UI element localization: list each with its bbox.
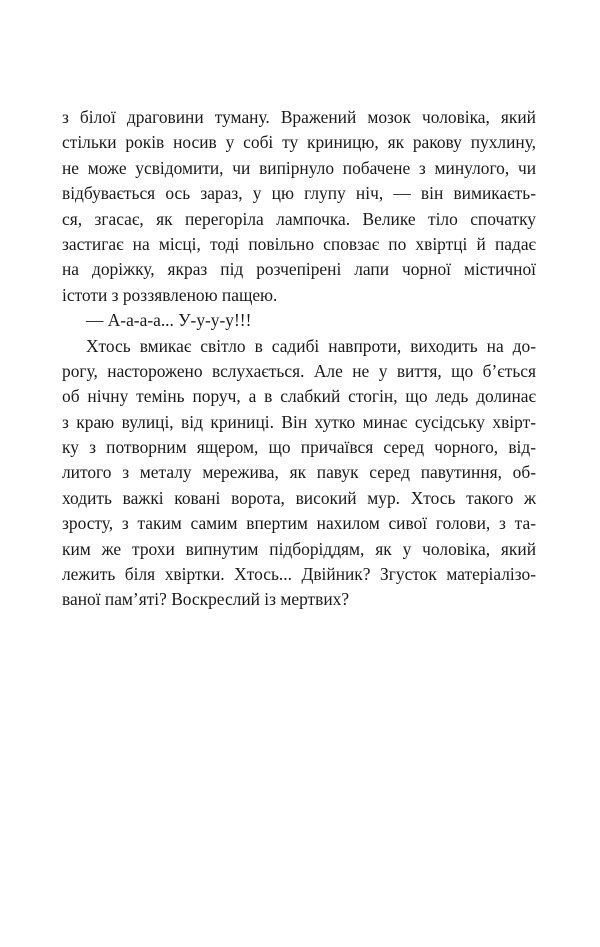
text-line: рогу, насторожено вслухається. Але не у виття, що б’ється <box>62 360 536 381</box>
text-line: застигає на місці, тоді повільно сповзає по хвіртці й падає <box>62 233 536 254</box>
text-line: не може усвідомити, чи випірнуло побачене з минулого, чи <box>62 157 536 178</box>
text-line: ходить важкі ковані ворота, високий мур. Хтось такого ж <box>62 487 536 508</box>
text-line: ся, згасає, як перегоріла лампочка. Велике тіло спочатку <box>62 208 536 229</box>
text-line: зросту, з таким самим впертим нахилом сивої голови, з та- <box>62 513 536 534</box>
text-line: на доріжку, якраз під розчепірені лапи чорної містичної <box>62 259 536 280</box>
text-line: лежить біля хвіртки. Хтось... Двійник? Згусток матеріалізо- <box>62 564 536 585</box>
dialogue-line: — А-а-а-а... У-у-у-у!!! <box>86 310 252 331</box>
text-line: істоти з роззявленою пащею. <box>62 284 278 305</box>
text-line: з білої драговини туману. Вражений мозок чоловіка, який <box>62 107 536 127</box>
text-line: відбувається ось зараз, у цю глупу ніч, — він вимикаєть- <box>62 183 536 204</box>
text-line: ким же трохи випнутим підборіддям, як у чоловіка, який <box>62 538 536 559</box>
text-line: литого з металу мережива, як павук серед павутиння, об- <box>62 462 536 483</box>
body-text <box>62 105 536 613</box>
paragraph-start-line: Хтось вмикає світло в садибі навпроти, виходить на до- <box>86 335 536 356</box>
text-line: ку з потворним ящером, що причаївся серед чорного, від- <box>62 437 536 458</box>
text-line: об нічну темінь поруч, а в слабкий стогін, що ледь долинає <box>62 386 536 407</box>
text-line: з краю вулиці, від криниці. Він хутко минає сусідську хвірт- <box>62 411 536 432</box>
text-line: ваної пам’яті? Воскреслий із мертвих? <box>62 589 350 610</box>
text-line: стільки років носив у собі ту криницю, як ракову пухлину, <box>62 132 536 153</box>
